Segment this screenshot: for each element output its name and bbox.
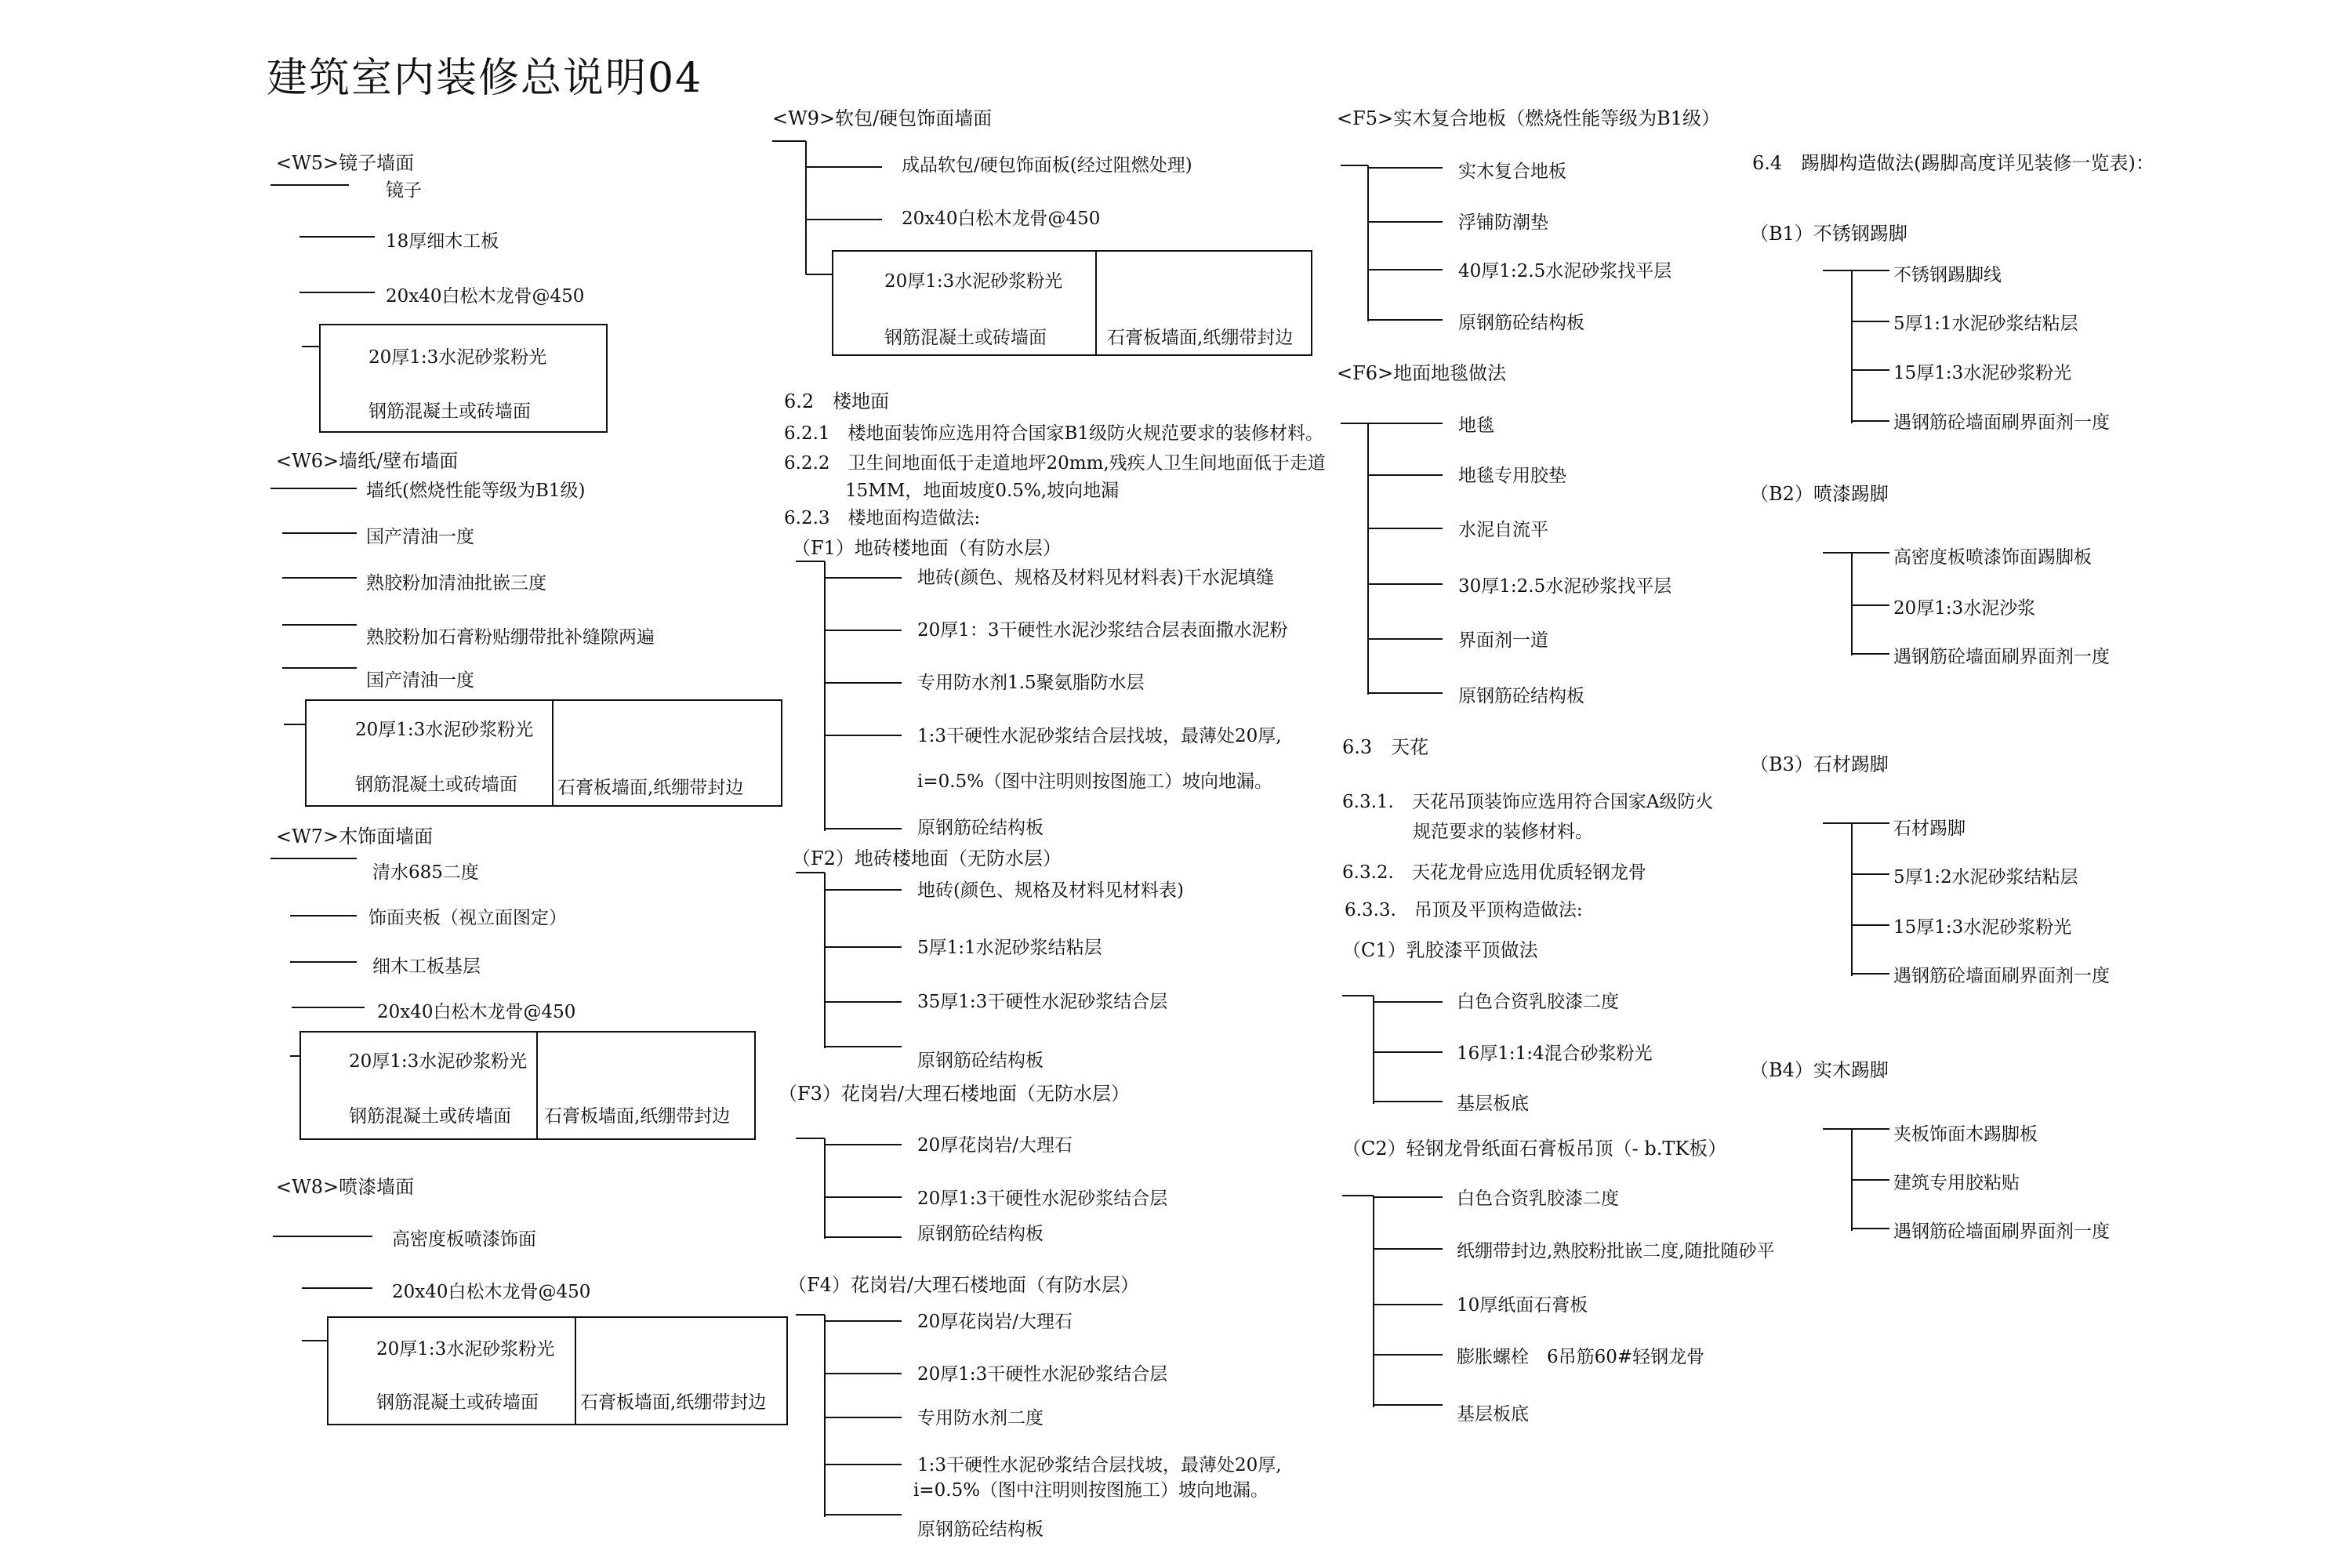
b4-item-1: 夹板饰面木踢脚板 bbox=[1893, 1124, 2038, 1145]
w8-item-1: 高密度板喷漆饰面 bbox=[392, 1229, 536, 1250]
f5-title: <F5>实木复合地板（燃烧性能等级为B1级） bbox=[1337, 107, 1721, 129]
section-6-2-2a: 6.2.2 卫生间地面低于走道地坪20mm,残疾人卫生间地面低于走道 bbox=[784, 453, 1326, 474]
w8-title: <W8>喷漆墙面 bbox=[276, 1176, 415, 1198]
b3-item-1: 石材踢脚 bbox=[1893, 818, 1965, 839]
w5-title: <W5>镜子墙面 bbox=[276, 152, 415, 174]
f5-item-2: 浮铺防潮垫 bbox=[1458, 212, 1548, 233]
section-6-4: 6.4 踢脚构造做法(踢脚高度详见装修一览表)： bbox=[1752, 152, 2154, 174]
section-6-3-2: 6.3.2. 天花龙骨应选用优质轻钢龙骨 bbox=[1342, 862, 1646, 883]
b3-title: （B3）石材踢脚 bbox=[1750, 753, 1889, 775]
f4-item-4: 1:3干硬性水泥砂浆结合层找坡，最薄处20厚, bbox=[917, 1455, 1282, 1475]
b1-item-2: 5厚1:1水泥砂浆结粘层 bbox=[1893, 314, 2078, 334]
w7-item-6: 钢筋混凝土或砖墙面 bbox=[349, 1106, 511, 1127]
b1-item-3: 15厚1:3水泥砂浆粉光 bbox=[1893, 363, 2072, 383]
w5-item-2: 18厚细木工板 bbox=[386, 231, 499, 252]
w7-item-4: 20x40白松木龙骨@450 bbox=[377, 1002, 576, 1022]
c2-title: （C2）轻钢龙骨纸面石膏板吊顶（- b.TK板） bbox=[1342, 1138, 1727, 1160]
b4-item-2: 建筑专用胶粘贴 bbox=[1893, 1173, 2020, 1193]
section-6-3: 6.3 天花 bbox=[1342, 736, 1429, 758]
w7-item-7: 石膏板墙面,纸绷带封边 bbox=[544, 1106, 731, 1127]
f6-item-5: 界面剂一道 bbox=[1458, 630, 1548, 651]
w5-item-5: 钢筋混凝土或砖墙面 bbox=[368, 401, 531, 422]
w5-item-1: 镜子 bbox=[386, 180, 422, 201]
w6-item-6: 20厚1:3水泥砂浆粉光 bbox=[355, 720, 534, 740]
section-6-2: 6.2 楼地面 bbox=[784, 390, 890, 412]
w9-item-1: 成品软包/硬包饰面板(经过阻燃处理) bbox=[902, 155, 1192, 176]
w6-item-8: 石膏板墙面,纸绷带封边 bbox=[557, 778, 744, 798]
f2-title: （F2）地砖楼地面（无防水层） bbox=[792, 848, 1062, 869]
section-6-3-1a: 6.3.1. 天花吊顶装饰应选用符合国家A级防火 bbox=[1342, 792, 1714, 812]
b1-title: （B1）不锈钢踢脚 bbox=[1750, 223, 1907, 245]
c2-item-3: 10厚纸面石膏板 bbox=[1457, 1295, 1588, 1316]
b2-item-1: 高密度板喷漆饰面踢脚板 bbox=[1893, 547, 2092, 568]
f4-item-3: 专用防水剂二度 bbox=[917, 1408, 1044, 1428]
b4-item-3: 遇钢筋砼墙面刷界面剂一度 bbox=[1893, 1221, 2110, 1242]
w5-item-3: 20x40白松木龙骨@450 bbox=[386, 286, 585, 307]
w8-item-4: 钢筋混凝土或砖墙面 bbox=[376, 1392, 539, 1413]
f2-item-2: 5厚1:1水泥砂浆结粘层 bbox=[917, 938, 1102, 958]
f3-item-2: 20厚1:3干硬性水泥砂浆结合层 bbox=[917, 1189, 1168, 1209]
f3-item-1: 20厚花岗岩/大理石 bbox=[917, 1135, 1073, 1156]
f6-item-6: 原钢筋砼结构板 bbox=[1458, 686, 1584, 706]
c2-item-2: 纸绷带封边,熟胶粉批嵌二度,随批随砂平 bbox=[1457, 1241, 1775, 1261]
w6-item-7: 钢筋混凝土或砖墙面 bbox=[355, 775, 517, 795]
f6-item-1: 地毯 bbox=[1458, 416, 1494, 436]
b1-item-4: 遇钢筋砼墙面刷界面剂一度 bbox=[1893, 412, 2110, 433]
w7-title: <W7>木饰面墙面 bbox=[276, 826, 434, 848]
f5-item-1: 实木复合地板 bbox=[1458, 162, 1566, 182]
c1-item-3: 基层板底 bbox=[1457, 1094, 1529, 1114]
f1-title: （F1）地砖楼地面（有防水层） bbox=[792, 537, 1062, 559]
f1-item-3: 专用防水剂1.5聚氨脂防水层 bbox=[917, 673, 1145, 693]
f2-item-1: 地砖(颜色、规格及材料见材料表) bbox=[917, 880, 1184, 901]
f1-item-4: 1:3干硬性水泥砂浆结合层找坡，最薄处20厚, bbox=[917, 726, 1282, 746]
f1-item-2: 20厚1：3干硬性水泥沙浆结合层表面撒水泥粉 bbox=[917, 620, 1288, 641]
section-6-2-2b: 15MM，地面坡度0.5%,坡向地漏 bbox=[845, 481, 1120, 501]
f4-item-6: 原钢筋砼结构板 bbox=[917, 1519, 1044, 1540]
w8-item-2: 20x40白松木龙骨@450 bbox=[392, 1282, 591, 1302]
f3-title: （F3）花岗岩/大理石楼地面（无防水层） bbox=[779, 1083, 1131, 1105]
f6-title: <F6>地面地毯做法 bbox=[1337, 362, 1507, 384]
c1-item-2: 16厚1:1:4混合砂浆粉光 bbox=[1457, 1044, 1653, 1064]
f2-item-4: 原钢筋砼结构板 bbox=[917, 1051, 1044, 1071]
w9-title: <W9>软包/硬包饰面墙面 bbox=[772, 107, 993, 129]
f5-item-4: 原钢筋砼结构板 bbox=[1458, 313, 1584, 333]
w6-item-5: 国产清油一度 bbox=[366, 670, 474, 691]
f6-item-3: 水泥自流平 bbox=[1458, 520, 1548, 540]
c1-title: （C1）乳胶漆平顶做法 bbox=[1342, 939, 1538, 961]
b2-item-2: 20厚1:3水泥沙浆 bbox=[1893, 598, 2036, 619]
w7-item-1: 清水685二度 bbox=[372, 862, 479, 883]
w6-item-2: 国产清油一度 bbox=[366, 527, 474, 547]
section-6-3-3: 6.3.3. 吊顶及平顶构造做法: bbox=[1345, 900, 1583, 920]
b4-title: （B4）实木踢脚 bbox=[1750, 1059, 1889, 1081]
f1-item-1: 地砖(颜色、规格及材料见材料表)干水泥填缝 bbox=[917, 568, 1274, 588]
w6-title: <W6>墙纸/壁布墙面 bbox=[276, 450, 459, 472]
w6-item-3: 熟胶粉加清油批嵌三度 bbox=[366, 573, 546, 593]
c2-item-4: 膨胀螺栓 6吊筋60#轻钢龙骨 bbox=[1457, 1347, 1705, 1367]
section-6-2-1: 6.2.1 楼地面装饰应选用符合国家B1级防火规范要求的装修材料。 bbox=[784, 423, 1324, 444]
f5-item-3: 40厚1:2.5水泥砂浆找平层 bbox=[1458, 261, 1672, 281]
f6-item-2: 地毯专用胶垫 bbox=[1458, 466, 1566, 486]
w7-item-5: 20厚1:3水泥砂浆粉光 bbox=[349, 1051, 528, 1072]
f6-item-4: 30厚1:2.5水泥砂浆找平层 bbox=[1458, 576, 1672, 597]
b3-item-4: 遇钢筋砼墙面刷界面剂一度 bbox=[1893, 966, 2110, 986]
b2-title: （B2）喷漆踢脚 bbox=[1750, 483, 1889, 505]
w8-item-5: 石膏板墙面,纸绷带封边 bbox=[580, 1392, 767, 1413]
w9-item-3: 20厚1:3水泥砂浆粉光 bbox=[884, 271, 1063, 292]
w6-item-1: 墙纸(燃烧性能等级为B1级) bbox=[366, 481, 586, 501]
f3-item-3: 原钢筋砼结构板 bbox=[917, 1224, 1044, 1244]
section-6-2-3: 6.2.3 楼地面构造做法: bbox=[784, 508, 981, 528]
f1-item-5: i=0.5%（图中注明则按图施工）坡向地漏。 bbox=[917, 771, 1273, 792]
f4-title: （F4）花岗岩/大理石楼地面（有防水层） bbox=[788, 1274, 1140, 1296]
b1-item-1: 不锈钢踢脚线 bbox=[1893, 265, 2002, 285]
w9-item-4: 钢筋混凝土或砖墙面 bbox=[884, 328, 1047, 348]
f1-item-6: 原钢筋砼结构板 bbox=[917, 818, 1044, 838]
c1-item-1: 白色合资乳胶漆二度 bbox=[1457, 992, 1619, 1012]
f4-item-1: 20厚花岗岩/大理石 bbox=[917, 1312, 1073, 1332]
w7-item-2: 饰面夹板（视立面图定） bbox=[368, 908, 567, 928]
w9-item-2: 20x40白松木龙骨@450 bbox=[902, 209, 1101, 229]
c2-item-1: 白色合资乳胶漆二度 bbox=[1457, 1189, 1619, 1209]
f2-item-3: 35厚1:3干硬性水泥砂浆结合层 bbox=[917, 992, 1168, 1012]
section-6-3-1b: 规范要求的装修材料。 bbox=[1413, 822, 1593, 842]
w5-item-4: 20厚1:3水泥砂浆粉光 bbox=[368, 347, 547, 368]
page-title: 建筑室内装修总说明04 bbox=[267, 55, 703, 102]
w8-item-3: 20厚1:3水泥砂浆粉光 bbox=[376, 1339, 555, 1359]
c2-item-5: 基层板底 bbox=[1457, 1404, 1529, 1425]
b2-item-3: 遇钢筋砼墙面刷界面剂一度 bbox=[1893, 647, 2110, 667]
w9-item-5: 石膏板墙面,纸绷带封边 bbox=[1107, 328, 1294, 348]
b3-item-3: 15厚1:3水泥砂浆粉光 bbox=[1893, 917, 2072, 938]
w6-item-4: 熟胶粉加石膏粉贴绷带批补缝隙两遍 bbox=[366, 627, 655, 648]
f4-item-5: i=0.5%（图中注明则按图施工）坡向地漏。 bbox=[913, 1480, 1269, 1501]
w7-item-3: 细木工板基层 bbox=[372, 956, 481, 977]
b3-item-2: 5厚1:2水泥砂浆结粘层 bbox=[1893, 867, 2078, 887]
f4-item-2: 20厚1:3干硬性水泥砂浆结合层 bbox=[917, 1364, 1168, 1385]
